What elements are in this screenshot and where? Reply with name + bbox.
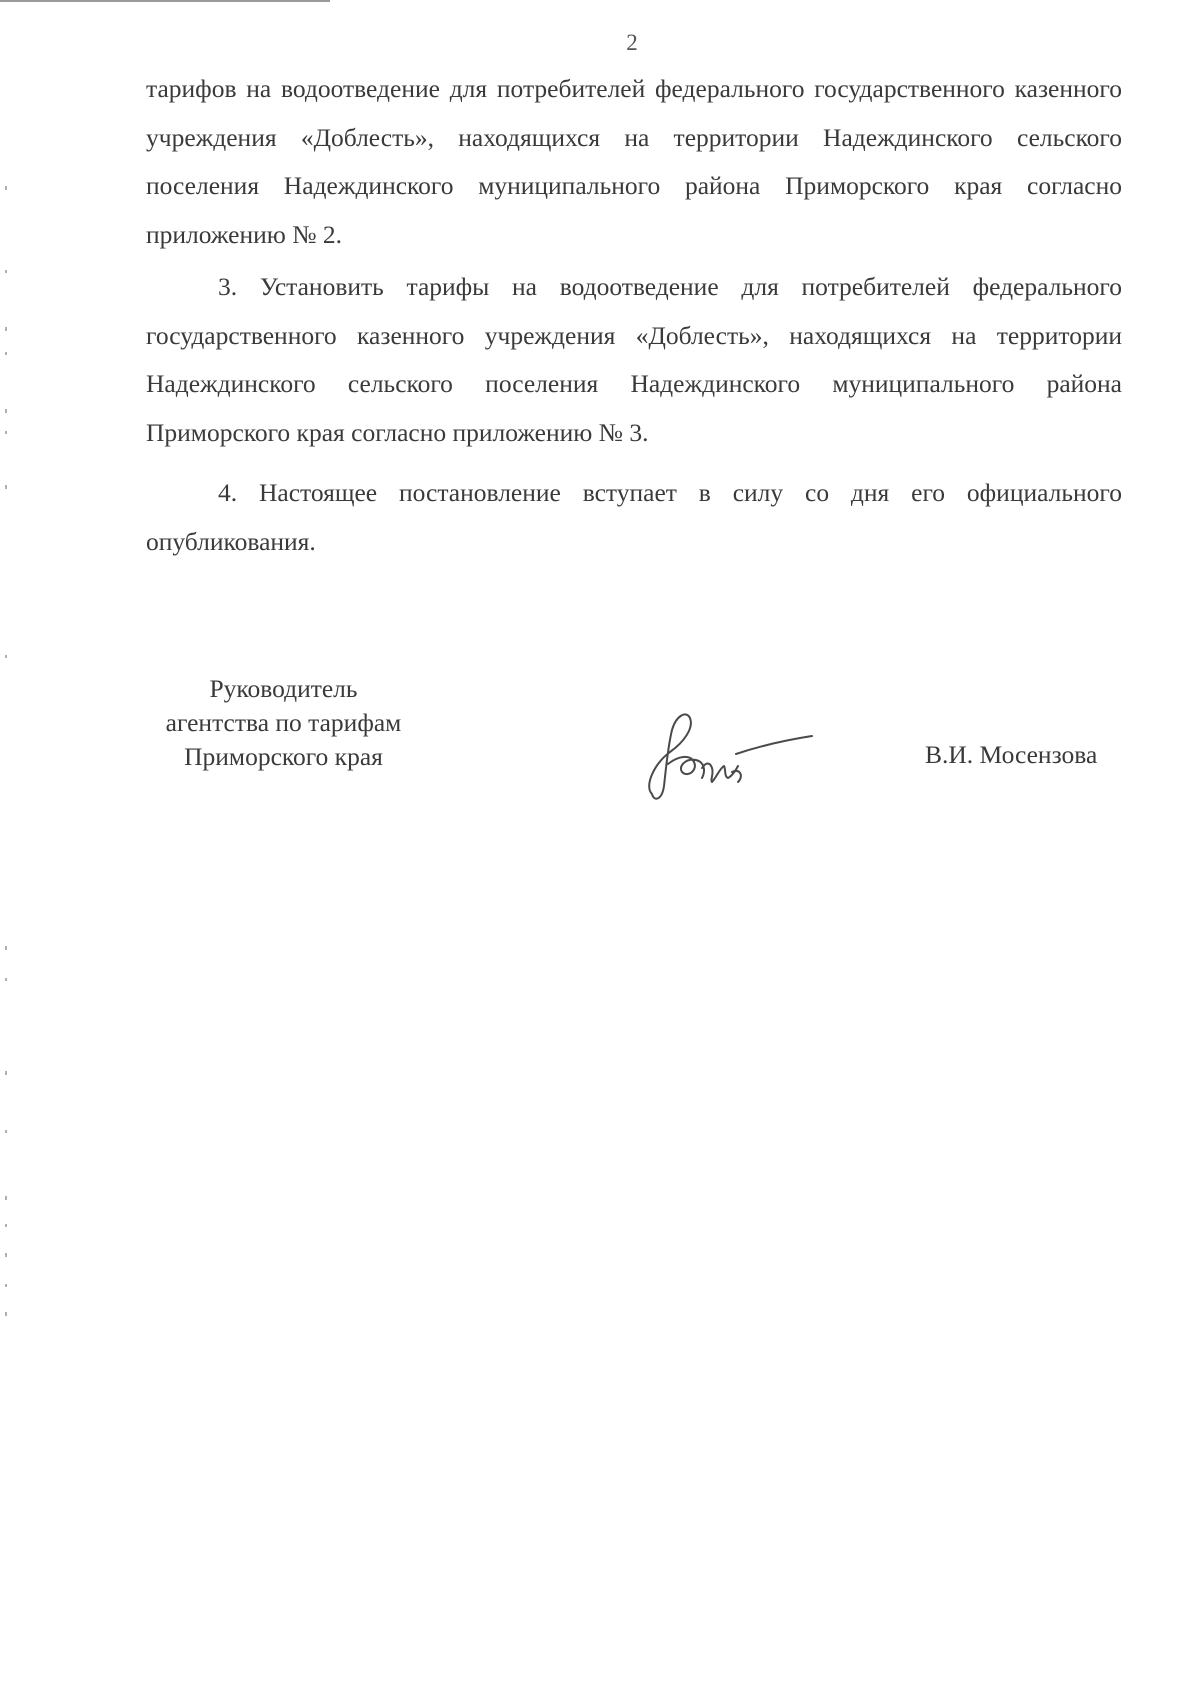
paragraph-item-4-text: 4. Настоящее постановление вступает в силу со дня его официального опубликования. xyxy=(146,478,1122,556)
paragraph-item-3 xyxy=(146,263,1122,457)
signatory-title-line-3: Приморского края xyxy=(184,742,383,771)
signatory-name: В.И. Мосензова xyxy=(925,740,1098,769)
scan-margin-specks xyxy=(4,0,10,1698)
paragraph-continuation-text: тарифов на водоотведение для потребителей федерального государственного казенного учреждения «Доблесть», находящихся на территории Надеждинского сельского поселения Надеждинского муниципального района Приморского края согласно приложению № 2. xyxy=(146,74,1122,249)
signatory-title-line-1: Руководитель xyxy=(209,674,358,703)
handwritten-signature xyxy=(640,706,820,806)
paragraph-item-3-text: 3. Установить тарифы на водоотведение для потребителей федерального государственного казенного учреждения «Доблесть», находящихся на территории Надеждинского сельского поселения Надеждинского муниципального района Приморского края согласно приложению № 3. xyxy=(146,272,1122,447)
scan-edge-line xyxy=(0,0,330,2)
paragraph-continuation xyxy=(146,65,1122,259)
page-number: 2 xyxy=(626,30,638,55)
signatory-title-line-2: агентства по тарифам xyxy=(165,708,402,737)
paragraph-item-4 xyxy=(146,469,1122,566)
signatory-title xyxy=(146,672,421,774)
